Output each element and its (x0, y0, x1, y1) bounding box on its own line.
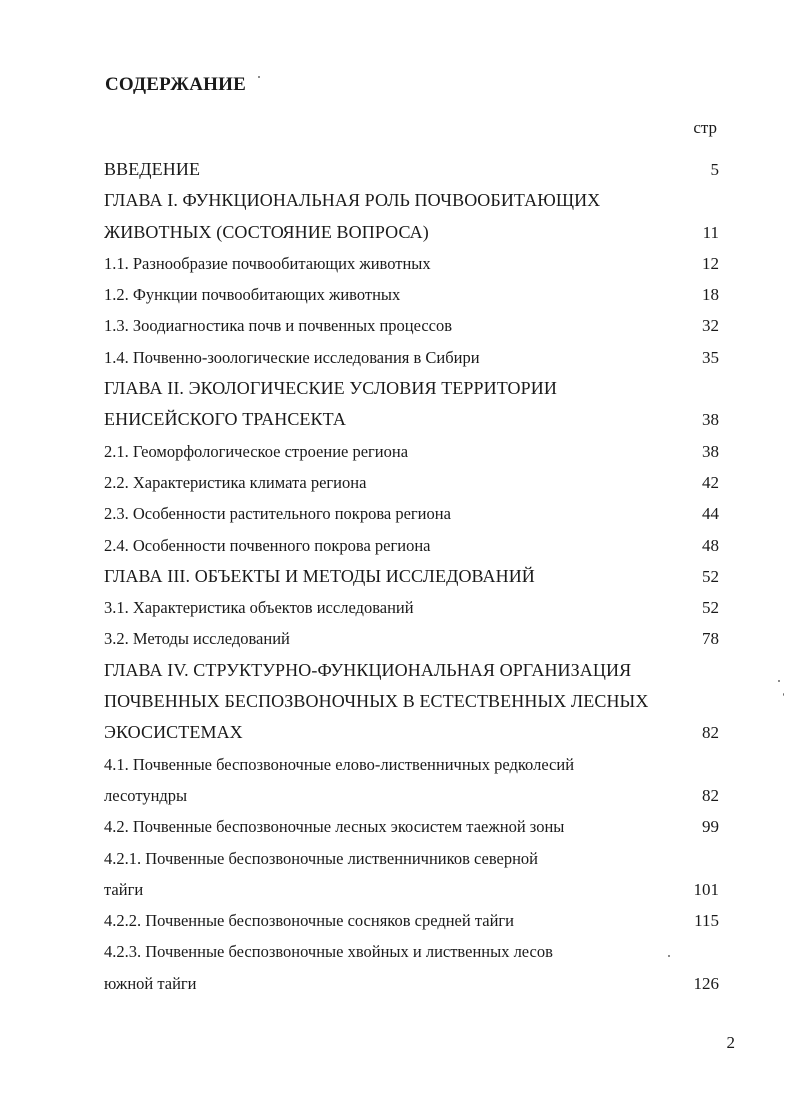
toc-entry-page: 101 (693, 879, 719, 899)
toc-entry-page: 52 (702, 566, 719, 586)
toc-entry (104, 968, 719, 999)
toc-entry (104, 905, 719, 936)
toc-entry-page: 42 (702, 472, 719, 492)
toc-entry-page: 82 (702, 785, 719, 805)
toc-entry (104, 154, 719, 185)
toc-entry (104, 843, 719, 874)
toc-entry (104, 404, 719, 435)
toc-entry (104, 780, 719, 811)
toc-entry-text: 2.1. Геоморфологическое строение региона (104, 441, 409, 461)
toc-entry-page: 35 (702, 347, 719, 367)
toc-entry-text: 1.4. Почвенно-зоологические исследования в Сибири (104, 347, 480, 367)
toc-entry-text: ПОЧВЕННЫХ БЕСПОЗВОНОЧНЫХ В ЕСТЕСТВЕННЫХ ЛЕСНЫХ (104, 691, 649, 712)
toc-entry (104, 373, 719, 404)
toc-entry-text: 2.4. Особенности почвенного покрова региона (104, 535, 431, 555)
toc-entry (104, 530, 719, 561)
toc-entry-text: 4.2.1. Почвенные беспозвоночные лиственничников северной (104, 848, 539, 868)
toc-entry-text: 4.2. Почвенные беспозвоночные лесных экосистем таежной зоны (104, 817, 565, 837)
toc-entry (104, 342, 719, 373)
toc-entry (104, 811, 719, 842)
page-column-label: стр (693, 118, 717, 137)
toc-entry-text: ГЛАВА II. ЭКОЛОГИЧЕСКИЕ УСЛОВИЯ ТЕРРИТОРИИ (104, 378, 557, 399)
toc-entry-page: 52 (702, 598, 719, 618)
toc-entry (104, 436, 719, 467)
toc-entry (104, 217, 719, 248)
toc-entry (104, 717, 719, 748)
toc-entry-text: южной тайги (104, 973, 197, 993)
toc-entry (104, 279, 719, 310)
scan-speck (778, 680, 780, 682)
toc-entry-page: 115 (694, 911, 719, 931)
toc-entry (104, 686, 719, 717)
toc-entry-page: 18 (702, 285, 719, 305)
toc-entry-page: 82 (702, 723, 719, 743)
toc-entry-text: тайги (104, 879, 144, 899)
toc-entry-text: 4.1. Почвенные беспозвоночные елово-лиственничных редколесий (104, 754, 575, 774)
toc-entry-page: 99 (702, 817, 719, 837)
toc-entry-text: 4.2.2. Почвенные беспозвоночные сосняков средней тайги (104, 911, 514, 931)
toc-entry-page: 38 (702, 410, 719, 430)
toc-entry (104, 467, 719, 498)
toc-entry-text: 1.1. Разнообразие почвообитающих животных (104, 253, 431, 273)
toc-entry-page: 11 (702, 222, 719, 242)
scan-speck (258, 76, 260, 78)
toc-entry-text: 3.2. Методы исследований (104, 629, 290, 649)
toc-entry (104, 498, 719, 529)
toc-entry (104, 936, 719, 967)
toc-entry (104, 248, 719, 279)
toc-entry-page: 48 (702, 535, 719, 555)
toc-entry-text: ЭКОСИСТЕМАХ (104, 722, 243, 743)
scan-speck (783, 693, 784, 696)
toc-entry-text: ГЛАВА I. ФУНКЦИОНАЛЬНАЯ РОЛЬ ПОЧВООБИТАЮЩИХ (104, 190, 601, 211)
toc-entry (104, 749, 719, 780)
toc-entry-page: 78 (702, 629, 719, 649)
toc-entry-text: ЕНИСЕЙСКОГО ТРАНСЕКТА (104, 409, 346, 430)
toc-entry (104, 592, 719, 623)
toc-entry-page: 5 (710, 160, 719, 179)
toc-entry (104, 874, 719, 905)
toc-entry (104, 310, 719, 341)
table-of-contents (104, 154, 719, 999)
page-title: СОДЕРЖАНИЕ (105, 74, 246, 95)
toc-entry-text: ГЛАВА IV. СТРУКТУРНО-ФУНКЦИОНАЛЬНАЯ ОРГАНИЗАЦИЯ (104, 659, 632, 680)
toc-entry-page: 38 (702, 441, 719, 461)
toc-entry-page: 126 (693, 973, 719, 993)
toc-entry (104, 655, 719, 686)
toc-entry-text: 2.2. Характеристика климата региона (104, 472, 367, 492)
toc-entry (104, 623, 719, 654)
toc-entry-text: лесотундры (104, 785, 188, 805)
toc-entry-page: 44 (702, 504, 719, 524)
footer-page-number: 2 (726, 1033, 735, 1052)
toc-entry-text: ВВЕДЕНИЕ (104, 159, 201, 179)
toc-entry-text: 3.1. Характеристика объектов исследований (104, 598, 414, 618)
toc-entry-text: ЖИВОТНЫХ (СОСТОЯНИЕ ВОПРОСА) (104, 221, 429, 242)
scan-speck (668, 955, 670, 957)
toc-entry-text: ГЛАВА III. ОБЪЕКТЫ И МЕТОДЫ ИССЛЕДОВАНИЙ (104, 565, 535, 586)
toc-entry-text: 1.2. Функции почвообитающих животных (104, 285, 401, 305)
toc-entry-text: 4.2.3. Почвенные беспозвоночные хвойных и лиственных лесов (104, 942, 553, 962)
toc-entry-page: 32 (702, 316, 719, 336)
toc-entry-page: 12 (702, 253, 719, 273)
toc-entry-text: 2.3. Особенности растительного покрова региона (104, 504, 451, 524)
toc-entry-text: 1.3. Зоодиагностика почв и почвенных процессов (104, 316, 453, 336)
toc-entry (104, 185, 719, 216)
toc-entry (104, 561, 719, 592)
